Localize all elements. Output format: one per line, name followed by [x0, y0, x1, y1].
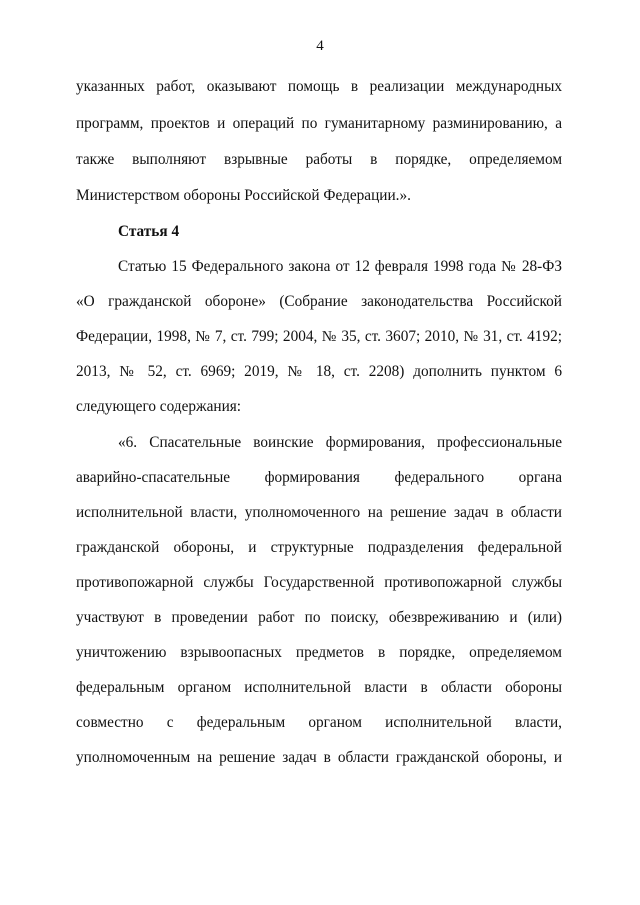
text-line: 2013, № 52, ст. 6969; 2019, № 18, ст. 2208) дополнить пунктом 6 — [76, 363, 562, 380]
text-line: следующего содержания: — [76, 398, 242, 415]
text-line: федеральным органом исполнительной власти в области обороны — [76, 679, 562, 696]
text-line: указанных работ, оказывают помощь в реализации международных — [76, 78, 562, 95]
text-line: также выполняют взрывные работы в порядке, определяемом — [76, 151, 562, 168]
text-line: уполномоченным на решение задач в области гражданской обороны, и — [76, 749, 562, 766]
text-line: «6. Спасательные воинские формирования, профессиональные — [118, 434, 562, 451]
text-line: исполнительной власти, уполномоченного на решение задач в области — [76, 504, 562, 521]
article-heading: Статья 4 — [118, 223, 180, 240]
text-line: участвуют в проведении работ по поиску, обезвреживанию и (или) — [76, 609, 562, 626]
page-number: 4 — [316, 38, 324, 54]
text-line: «О гражданской обороне» (Собрание законодательства Российской — [76, 293, 562, 310]
text-line: аварийно-спасательные формирования федерального органа — [76, 469, 562, 486]
text-line: Министерством обороны Российской Федерации.». — [76, 187, 411, 204]
text-line: Статью 15 Федерального закона от 12 февраля 1998 года № 28-ФЗ — [118, 258, 562, 275]
text-line: уничтожению взрывоопасных предметов в порядке, определяемом — [76, 644, 562, 661]
text-line: противопожарной службы Государственной противопожарной службы — [76, 574, 562, 591]
text-line: гражданской обороны, и структурные подразделения федеральной — [76, 539, 562, 556]
text-line: совместно с федеральным органом исполнительной власти, — [76, 714, 562, 731]
text-line: Федерации, 1998, № 7, ст. 799; 2004, № 35, ст. 3607; 2010, № 31, ст. 4192; — [76, 328, 562, 345]
text-line: программ, проектов и операций по гуманитарному разминированию, а — [76, 115, 562, 132]
